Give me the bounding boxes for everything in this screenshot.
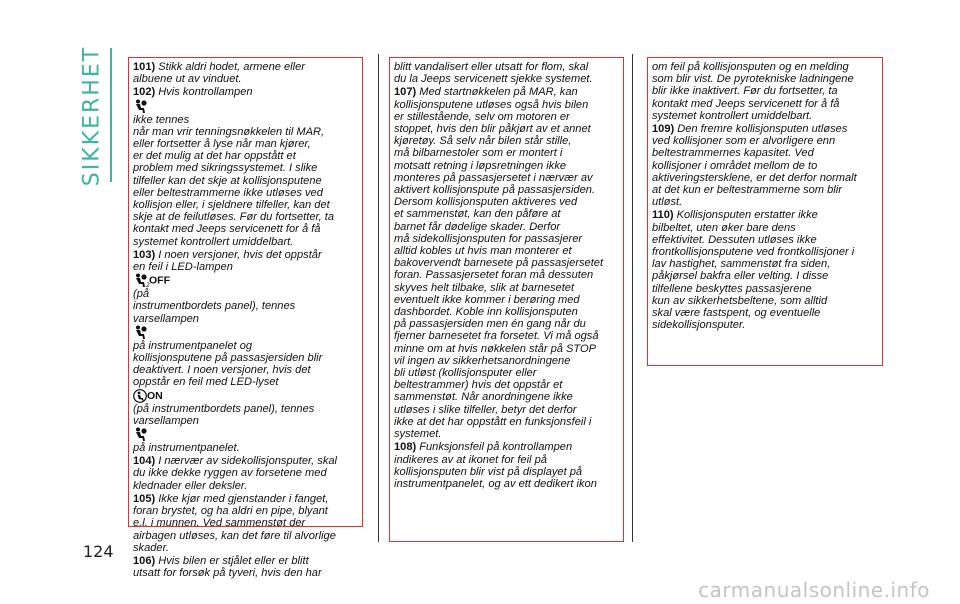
on-led-label: ON — [147, 389, 163, 402]
warning-110: 110) Kollisjonsputen erstatter ikke bilbeltet, uten øker bare dens effektivitet. Dessuten utløses ikke frontkollisjonsputene ved frontkollisjoner i lav hastighet, sammenstøt fra siden, påkjørsel bakfra eller velting. I disse tilfellene beskyttes passasjerene kun av sikkerhetsbeltene, som alltid skal være fastspent, og eventuelle sidekollisjonsputer. — [652, 209, 855, 332]
passenger-airbag-on-icon — [133, 389, 147, 403]
airbag-warning-icon — [133, 325, 147, 340]
warning-box-column-2 — [389, 57, 624, 542]
warning-109: 109) Den fremre kollisjonsputen utløses ved kollisjoner som er alvorligere enn beltestrammernes kapasitet. Ved kollisjoner i området mellom de to aktiveringstersklene, er det derfor normalt at det kun er beltestrammerne som blir utløst. — [652, 123, 857, 209]
warning-104: 104) I nærvær av sidekollisjonsputer, skal du ikke dekke ryggen av forsetene med klednader eller deksler. — [133, 455, 338, 492]
warning-106: 106) Hvis bilen er stjålet eller er blitt utsatt for forsøk på tyveri, hvis den har — [133, 554, 322, 580]
warning-108: 108) Funksjonsfeil på kontrollampen indikeres av at ikonet for feil på kollisjonsputen blir vist på displayet på instrumentpanelet, og av ett dedikert ikon — [394, 441, 597, 490]
warning-107: 107) Med startnøkkelen på MAR, kan kollisjonsputene utløses også hvis bilen er stillestående, selv om motoren er stoppet, hvis den blir påkjørt av et annet kjøretøy. Så selv når bilen står stille, må bilbarnestoler som er montert i motsatt retning i løpsretningen ikke monteres på passasjersetet i nærvær av aktivert kollisjonspute på passasjersiden. Dersom kollisjonsputen aktiveres ved et sammenstøt, kan den påføre at barnet får dødelige skader. Derfor må sidekollisjonsputen for passasjerer alltid kobles ut hvis man monterer et bakovervendt barnesete på passasjersetet foran. Passasjersetet foran må dessuten skyves helt tilbake, slik at barnesetet eventuelt ikke kommer i berøring med dashbordet. Koble inn kollisjonsputen på passasjersiden men én gang når du fjerner barnesetet fra forsetet. Vi må også minne om at hvis nøkkelen står på STOP vil ingen av sikkerhetsanordningene bli utløst (kollisjonsputer eller beltestrammer) hvis det oppstår et sammenstøt. Når anordningene ikke utløses i slike tilfeller, betyr det derfor ikke at det har oppstått en funksjonsfeil i systemet. — [394, 86, 604, 441]
warning-102: 102) Hvis kontrollampen ikke tennes når man vrir tenningsnøkkelen til MAR, eller fortsetter å lyse når man kjører, er det mulig at det har oppstått et problem med sikringssystemet. I slike tilfeller kan det skje at kollisjonsputene eller beltestrammerne ikke utløses ved kollisjon eller, i sjeldnere tilfeller, kan det skje at de feilutløses. Før du fortsetter, ta kontakt med Jeeps servicenett for å få systemet kontrollert umiddelbart. — [133, 86, 334, 248]
airbag-warning-icon — [133, 99, 147, 114]
warning-105: 105) Ikke kjør med gjenstander i fanget, foran brystet, og ha aldri en pipe, blyant e.l. i munnen. Ved sammenstøt der airbagen utløses, kan det føre til alvorlige skader. — [133, 492, 336, 554]
column-divider — [632, 54, 633, 542]
warning-108-continued: om feil på kollisjonsputen og en melding som blir vist. De pyrotekniske ladningene blir ikke inaktivert. Før du fortsetter, ta kontakt med Jeeps servicenett for å få systemet kontrollert umiddelbart. — [652, 61, 854, 122]
warning-103: 103) I noen versjoner, hvis det oppstår en feil i LED-lampen 2 OFF (på instrumentbordets panel), tennes varsellampen på instrumentpanelet og kollisjonsputene på passasjersiden blir deaktivert. I noen versjoner, hvis det oppstår en feil med LED-lyset ON (på instrumentbordets panel), tennes varsellampen på instrumentpanelet. — [133, 248, 323, 455]
warning-101: 101) Stikk aldri hodet, armene eller albuene ut av vinduet. — [133, 61, 305, 86]
airbag-warning-icon — [133, 427, 147, 442]
section-title-rule — [110, 48, 112, 182]
warning-box-column-3 — [647, 57, 883, 366]
off-led-label: OFF — [149, 274, 170, 287]
svg-text:2: 2 — [146, 282, 150, 290]
page-number: 124 — [83, 542, 114, 561]
column-divider — [378, 54, 379, 542]
warning-box-column-1 — [128, 57, 363, 580]
warning-106-continued: blitt vandalisert eller utsatt for flom, skal du la Jeeps servicenett sjekke systemet. — [394, 61, 593, 86]
section-title: SIKKERHET — [79, 45, 105, 186]
watermark: carmanualsonline.info — [698, 578, 930, 602]
passenger-airbag-off-icon — [133, 273, 149, 288]
